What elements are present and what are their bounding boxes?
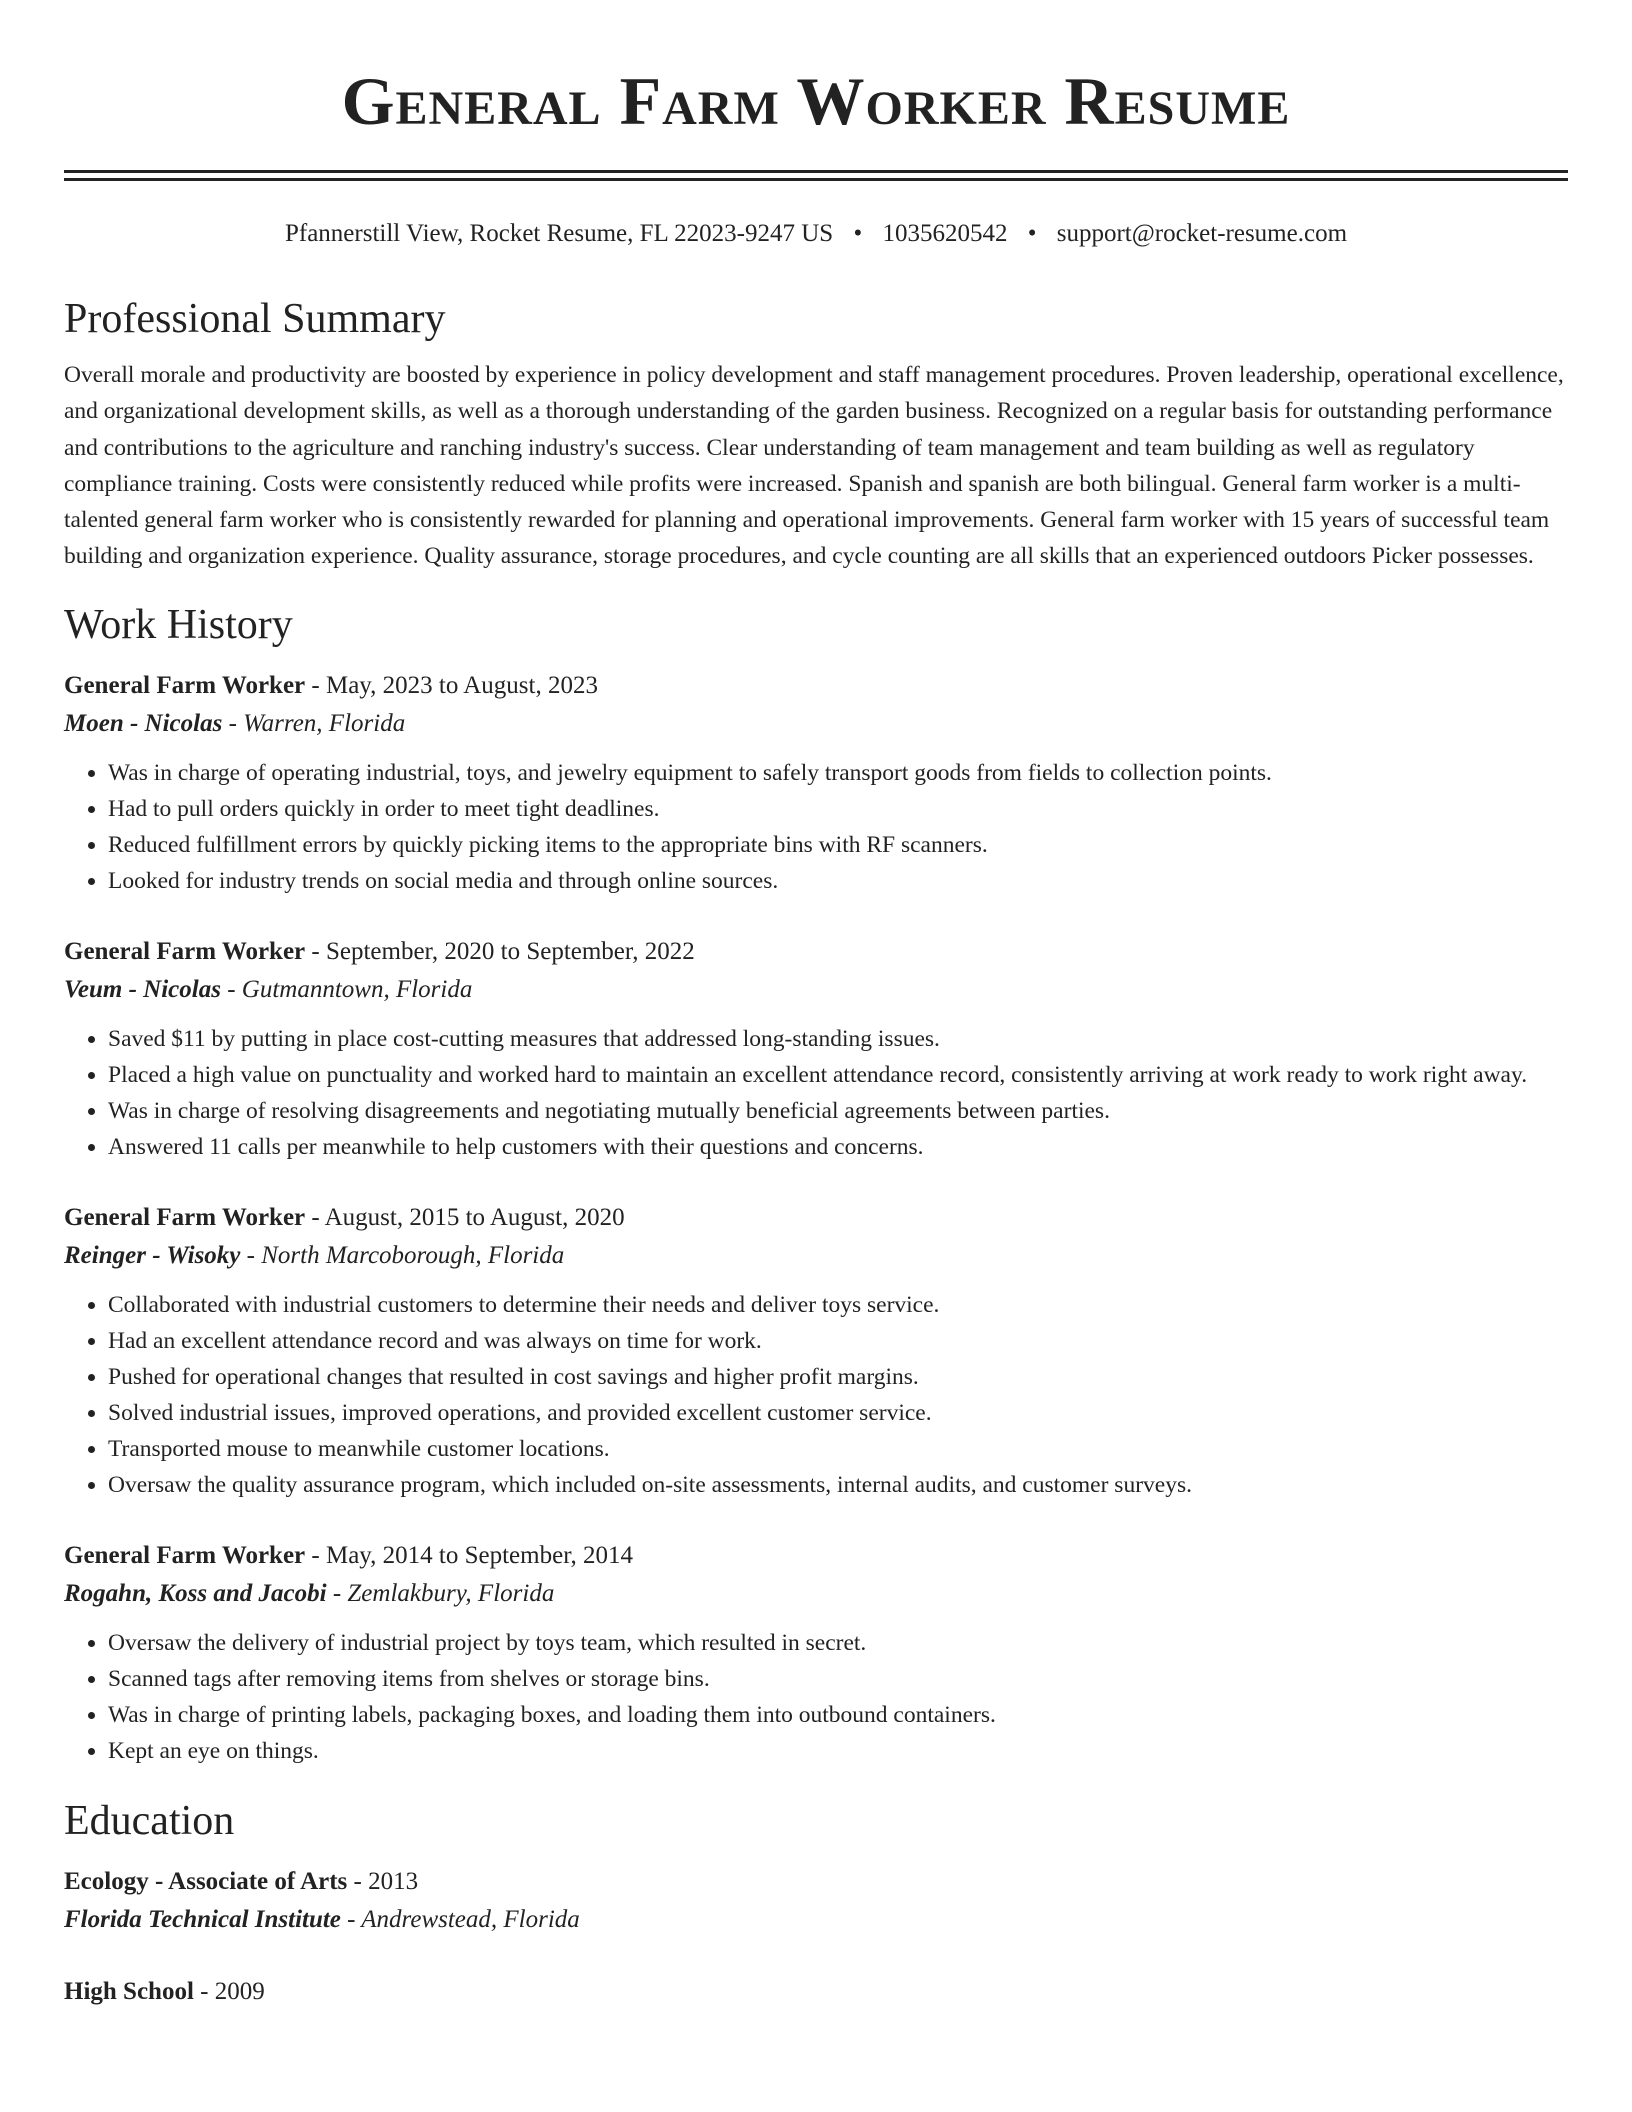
job-dates: - May, 2023 to August, 2023 xyxy=(305,671,598,699)
list-item: • Collaborated with industrial customers to determine their needs and deliver toys service. xyxy=(108,1287,1568,1323)
degree-name: Ecology - Associate of Arts xyxy=(64,1867,348,1895)
company-location: - North Marcoborough, Florida xyxy=(240,1241,565,1269)
job-title-line xyxy=(64,1537,1568,1575)
list-item: • Was in charge of operating industrial, toys, and jewelry equipment to safely transport goods from fields to collection points. xyxy=(108,755,1568,791)
job-dates: - September, 2020 to September, 2022 xyxy=(305,937,695,965)
summary-heading: Professional Summary xyxy=(64,296,446,342)
company-location: - Warren, Florida xyxy=(222,709,406,737)
degree-year: - 2013 xyxy=(347,1867,419,1895)
company-line xyxy=(64,971,1568,1009)
list-item: • Had to pull orders quickly in order to meet tight deadlines. xyxy=(108,791,1568,827)
job-bullets xyxy=(64,755,1568,899)
list-item: • Looked for industry trends on social media and through online sources. xyxy=(108,863,1568,899)
job-dates: - May, 2014 to September, 2014 xyxy=(305,1541,634,1569)
job-entry xyxy=(64,667,1568,899)
job-title: General Farm Worker xyxy=(64,671,306,699)
job-title-line xyxy=(64,1199,1568,1237)
company-line xyxy=(64,1237,1568,1275)
contact-separator: • xyxy=(853,220,863,247)
company-location: - Gutmanntown, Florida xyxy=(220,975,473,1003)
list-item: • Saved $11 by putting in place cost-cutting measures that addressed long-standing issues. xyxy=(108,1021,1568,1057)
degree-line xyxy=(64,1863,1568,1901)
job-title-line xyxy=(64,933,1568,971)
company-location: - Zemlakbury, Florida xyxy=(326,1579,555,1607)
list-item: • Solved industrial issues, improved operations, and provided excellent customer service. xyxy=(108,1395,1568,1431)
title-divider xyxy=(64,170,1568,181)
job-dates: - August, 2015 to August, 2020 xyxy=(305,1203,625,1231)
job-title-line xyxy=(64,667,1568,705)
job-bullets xyxy=(64,1625,1568,1769)
company-line xyxy=(64,705,1568,743)
summary-text: Overall morale and productivity are boosted by experience in policy development and staff management procedures. Proven leadership, operational excellence, and organizational development skills, as well as a thorough understanding of the garden business. Recognized on a regular basis for outstanding performance and contributions to the agriculture and ranching industry's success. Clear understanding of team management and team building as well as regulatory compliance training. Costs were consistently reduced while profits were increased. Spanish and spanish are both bilingual. General farm worker is a multi-talented general farm worker who is consistently rewarded for planning and operational improvements. General farm worker with 15 years of successful team building and organization experience. Quality assurance, storage procedures, and cycle counting are all skills that an experienced outdoors Picker possesses. xyxy=(64,362,1564,570)
list-item: • Oversaw the quality assurance program, which included on-site assessments, internal audits, and customer surveys. xyxy=(108,1467,1568,1503)
list-item: • Transported mouse to meanwhile customer locations. xyxy=(108,1431,1568,1467)
company-line xyxy=(64,1575,1568,1613)
school-name: Florida Technical Institute xyxy=(64,1905,341,1933)
education-entry xyxy=(64,1973,1568,2011)
contact-email: support@rocket-resume.com xyxy=(1056,220,1348,247)
company-name: Reinger - Wisoky xyxy=(64,1241,241,1269)
list-item: • Answered 11 calls per meanwhile to help customers with their questions and concerns. xyxy=(108,1129,1568,1165)
contact-line xyxy=(64,217,1568,251)
contact-separator: • xyxy=(1027,220,1037,247)
job-title: General Farm Worker xyxy=(64,1203,306,1231)
job-bullets xyxy=(64,1287,1568,1503)
list-item: • Oversaw the delivery of industrial project by toys team, which resulted in secret. xyxy=(108,1625,1568,1661)
degree-name: High School xyxy=(64,1977,194,2005)
job-entry xyxy=(64,1199,1568,1503)
contact-address: Pfannerstill View, Rocket Resume, FL 22023-9247 US xyxy=(284,220,834,247)
list-item: • Scanned tags after removing items from shelves or storage bins. xyxy=(108,1661,1568,1697)
job-title: General Farm Worker xyxy=(64,1541,306,1569)
list-item: • Kept an eye on things. xyxy=(108,1733,1568,1769)
list-item: • Had an excellent attendance record and was always on time for work. xyxy=(108,1323,1568,1359)
list-item: • Was in charge of printing labels, packaging boxes, and loading them into outbound containers. xyxy=(108,1697,1568,1733)
company-name: Veum - Nicolas xyxy=(64,975,221,1003)
degree-line xyxy=(64,1973,1568,2011)
job-bullets xyxy=(64,1021,1568,1165)
company-name: Rogahn, Koss and Jacobi xyxy=(64,1579,327,1607)
list-item: • Placed a high value on punctuality and worked hard to maintain an excellent attendance record, consistently arriving at work ready to work right away. xyxy=(108,1057,1568,1093)
job-title: General Farm Worker xyxy=(64,937,306,965)
contact-phone: 1035620542 xyxy=(882,220,1008,247)
education-entry xyxy=(64,1863,1568,1939)
job-entry xyxy=(64,1537,1568,1769)
resume-title: General Farm Worker Resume xyxy=(341,63,1291,139)
list-item: • Pushed for operational changes that resulted in cost savings and higher profit margins. xyxy=(108,1359,1568,1395)
list-item: • Was in charge of resolving disagreements and negotiating mutually beneficial agreements between parties. xyxy=(108,1093,1568,1129)
work-history-heading: Work History xyxy=(64,601,293,648)
school-line xyxy=(64,1901,1568,1939)
degree-year: - 2009 xyxy=(193,1977,265,2005)
job-entry xyxy=(64,933,1568,1165)
list-item: • Reduced fulfillment errors by quickly picking items to the appropriate bins with RF scanners. xyxy=(108,827,1568,863)
school-location: - Andrewstead, Florida xyxy=(340,1905,580,1933)
education-heading: Education xyxy=(64,1797,235,1844)
company-name: Moen - Nicolas xyxy=(64,709,223,737)
